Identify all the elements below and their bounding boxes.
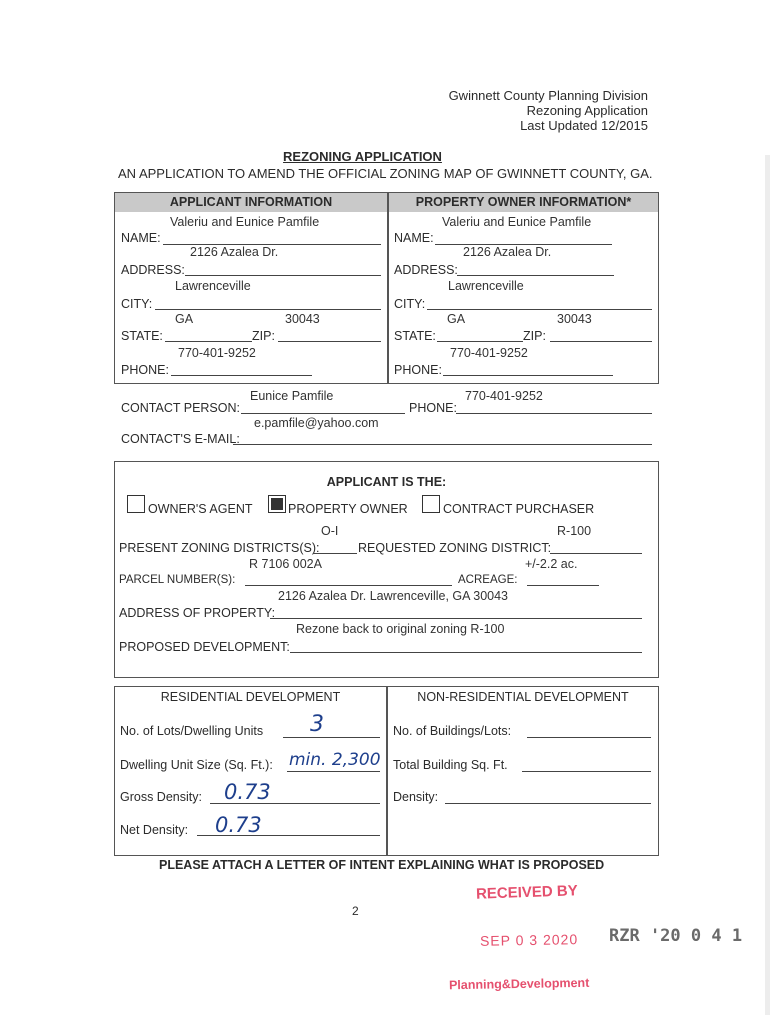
proposed-development-line: [290, 652, 642, 653]
applicant-city-label: CITY:: [121, 297, 153, 311]
requested-zoning-line: [550, 553, 642, 554]
page-subtitle: AN APPLICATION TO AMEND THE OFFICIAL ZONING MAP OF GWINNETT COUNTY, GA.: [118, 166, 653, 181]
proposed-development-value[interactable]: Rezone back to original zoning R-100: [296, 622, 505, 636]
acreage-line: [527, 585, 599, 586]
applicant-address-label: ADDRESS:: [121, 263, 185, 277]
letter-of-intent-notice: PLEASE ATTACH A LETTER OF INTENT EXPLAINING WHAT IS PROPOSED: [159, 858, 605, 872]
net-density-value[interactable]: 0.73: [215, 813, 262, 837]
applicant-zip-line: [278, 341, 381, 342]
net-density-label: Net Density:: [120, 823, 189, 837]
requested-zoning-value[interactable]: R-100: [557, 524, 592, 538]
contact-person-value[interactable]: Eunice Pamfile: [250, 389, 334, 403]
owner-city-line: [427, 309, 652, 310]
owner-name-label: NAME:: [394, 231, 434, 245]
owner-state-line: [437, 341, 523, 342]
department-stamp: Planning&Development: [448, 975, 590, 993]
property-owner-checkbox[interactable]: [268, 495, 286, 513]
property-address-label: ADDRESS OF PROPERTY:: [119, 606, 276, 620]
received-stamp: RECEIVED BY: [475, 882, 578, 903]
owners-agent-label: OWNER'S AGENT: [148, 502, 253, 516]
owner-city-label: CITY:: [394, 297, 426, 311]
parcel-line: [245, 585, 452, 586]
applicant-zip-value[interactable]: 30043: [285, 312, 320, 326]
contact-person-label: CONTACT PERSON:: [121, 401, 240, 415]
owner-name-value[interactable]: Valeriu and Eunice Pamfile: [442, 215, 592, 229]
nonres-density-line[interactable]: [445, 803, 651, 804]
owner-zip-line: [550, 341, 652, 342]
contact-phone-value[interactable]: 770-401-9252: [465, 389, 543, 403]
unit-size-value[interactable]: min. 2,300: [289, 750, 381, 770]
gross-density-label: Gross Density:: [120, 790, 202, 804]
property-address-line: [270, 618, 642, 619]
applicant-phone-label: PHONE:: [121, 363, 169, 377]
contact-email-line: [233, 444, 652, 445]
owners-agent-checkbox[interactable]: [127, 495, 145, 513]
present-zoning-value[interactable]: O-I: [321, 524, 339, 538]
gross-density-value[interactable]: 0.73: [224, 780, 271, 804]
proposed-development-label: PROPOSED DEVELOPMENT:: [119, 640, 290, 654]
acreage-label: ACREAGE:: [458, 574, 518, 586]
acreage-value[interactable]: +/-2.2 ac.: [525, 557, 578, 571]
applicant-zip-label: ZIP:: [252, 329, 275, 343]
applicant-city-value[interactable]: Lawrenceville: [175, 279, 251, 293]
header-form-name: Rezoning Application: [526, 103, 648, 118]
nonres-density-label: Density:: [393, 790, 439, 804]
owner-zip-label: ZIP:: [523, 329, 546, 343]
page-number: 2: [352, 904, 359, 918]
owner-city-value[interactable]: Lawrenceville: [448, 279, 524, 293]
info-table-divider: [387, 193, 389, 383]
applicant-heading: APPLICANT INFORMATION: [169, 195, 333, 209]
header-county: Gwinnett County Planning Division: [448, 88, 648, 103]
applicant-address-value[interactable]: 2126 Azalea Dr.: [190, 245, 279, 259]
applicant-is-heading: APPLICANT IS THE:: [326, 475, 447, 489]
header-updated: Last Updated 12/2015: [520, 118, 648, 133]
buildings-label: No. of Buildings/Lots:: [393, 724, 512, 738]
applicant-state-label: STATE:: [121, 329, 163, 343]
contract-purchaser-label: CONTRACT PURCHASER: [443, 502, 595, 516]
contract-purchaser-checkbox[interactable]: [422, 495, 440, 513]
lots-value[interactable]: 3: [310, 712, 324, 737]
present-zoning-line: [313, 553, 357, 554]
building-sqft-line[interactable]: [522, 771, 651, 772]
unit-size-line: [287, 771, 380, 772]
owner-phone-value[interactable]: 770-401-9252: [450, 346, 528, 360]
applicant-name-label: NAME:: [121, 231, 161, 245]
property-owner-label: PROPERTY OWNER: [288, 502, 408, 516]
applicant-name-value[interactable]: Valeriu and Eunice Pamfile: [170, 215, 320, 229]
owner-address-label: ADDRESS:: [394, 263, 458, 277]
present-zoning-label: PRESENT ZONING DISTRICTS(S):: [119, 541, 320, 555]
applicant-state-value[interactable]: GA: [175, 312, 194, 326]
owner-state-value[interactable]: GA: [447, 312, 466, 326]
applicant-phone-line: [171, 375, 312, 376]
lots-line: [283, 737, 380, 738]
development-divider: [386, 687, 388, 855]
applicant-city-line: [155, 309, 381, 310]
lots-label: No. of Lots/Dwelling Units: [120, 724, 264, 738]
parcel-value[interactable]: R 7106 002A: [249, 557, 322, 571]
contact-email-value[interactable]: e.pamfile@yahoo.com: [254, 416, 379, 430]
nonresidential-heading: NON-RESIDENTIAL DEVELOPMENT: [417, 690, 629, 704]
owner-phone-line: [443, 375, 613, 376]
buildings-line[interactable]: [527, 737, 651, 738]
scan-edge: [765, 155, 770, 1015]
case-number-stamp: RZR '20 0 4 1: [609, 926, 743, 946]
received-date-stamp: SEP 0 3 2020: [479, 931, 579, 949]
owner-state-label: STATE:: [394, 329, 436, 343]
parcel-label: PARCEL NUMBER(S):: [119, 574, 236, 586]
contact-email-label: CONTACT'S E-MAIL:: [121, 432, 240, 446]
owner-address-line: [457, 275, 614, 276]
page-title: REZONING APPLICATION: [283, 149, 442, 164]
applicant-state-line: [165, 341, 252, 342]
applicant-phone-value[interactable]: 770-401-9252: [178, 346, 256, 360]
property-address-value[interactable]: 2126 Azalea Dr. Lawrenceville, GA 30043: [278, 589, 509, 603]
applicant-address-line: [185, 275, 381, 276]
building-sqft-label: Total Building Sq. Ft.: [393, 758, 508, 772]
contact-person-line: [241, 413, 405, 414]
requested-zoning-label: REQUESTED ZONING DISTRICT:: [358, 541, 552, 555]
residential-heading: RESIDENTIAL DEVELOPMENT: [160, 690, 341, 704]
owner-address-value[interactable]: 2126 Azalea Dr.: [463, 245, 552, 259]
unit-size-label: Dwelling Unit Size (Sq. Ft.):: [120, 758, 273, 772]
owner-zip-value[interactable]: 30043: [557, 312, 592, 326]
contact-phone-line: [456, 413, 652, 414]
owner-heading: PROPERTY OWNER INFORMATION*: [415, 195, 632, 209]
owner-phone-label: PHONE:: [394, 363, 442, 377]
contact-phone-label: PHONE:: [409, 401, 457, 415]
